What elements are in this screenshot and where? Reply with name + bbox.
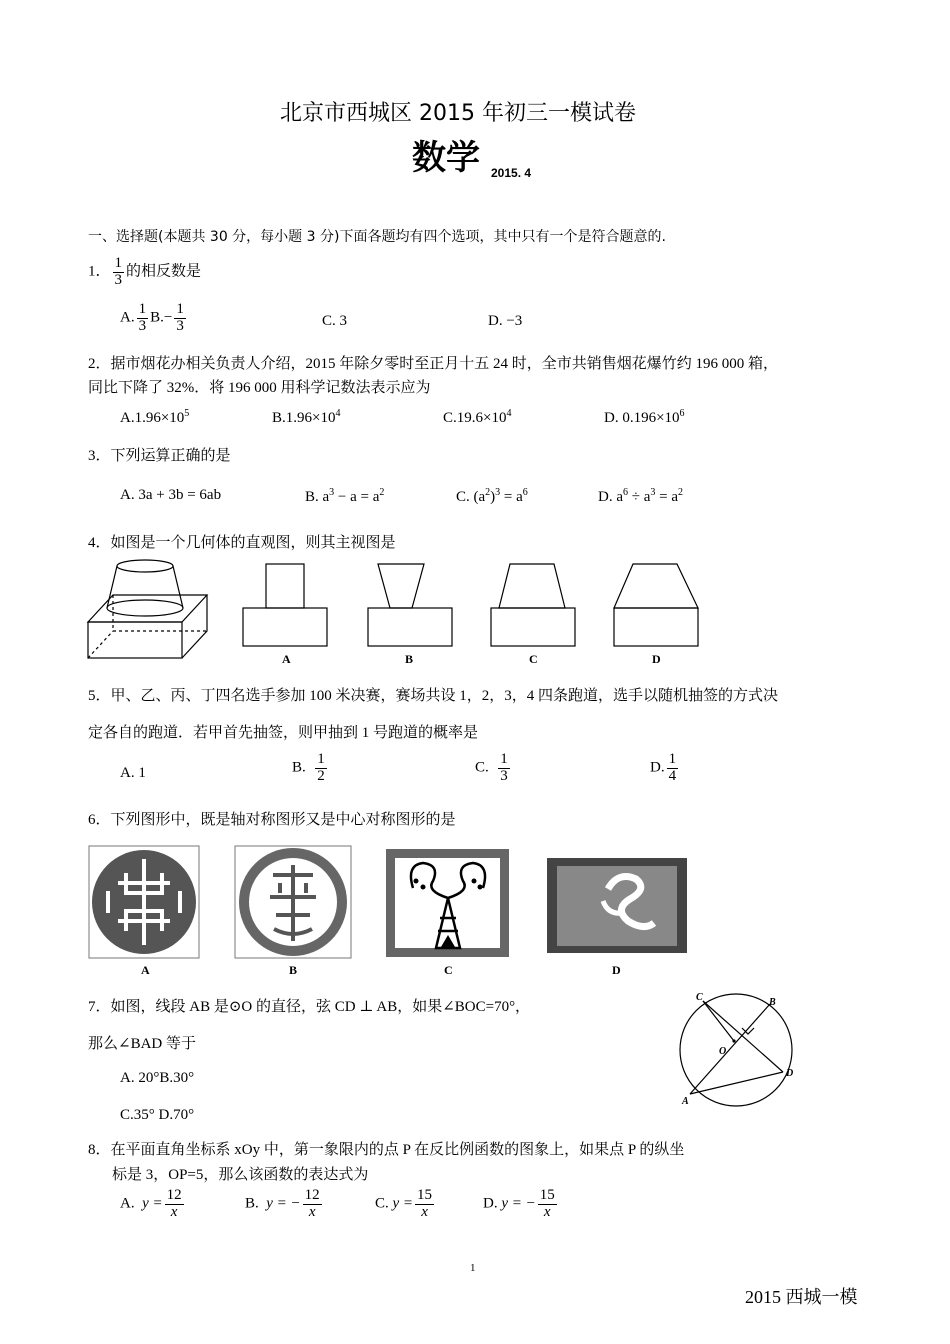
q6-figures [88,843,688,963]
q5-option-d: D. $\frac{1}{4}$ [650,751,677,784]
q2-line-1: 2．据市烟花办相关负责人介绍，2015 年除夕零时至正月十五 24 时，全市共销售烟花爆竹约 196 000 箱， [88,356,779,372]
q8-line-1: 8．在平面直角坐标系 xOy 中，第一象限内的点 P 在反比例函数的图象上，如果点 P 的纵坐 [88,1142,685,1158]
q3-stem: 3．下列运算正确的是 [88,448,231,464]
q7-point-o: O [719,1046,727,1057]
q4-figures [85,552,705,670]
q8-option-c: C. y = $\frac{15}{x}$ [375,1187,433,1220]
question-1: 1． $\frac{1}{3}$ 的相反数是 [88,255,202,288]
q2-option-b: $B.1.96\times 10^4$ [272,408,341,426]
page-number: 1 [470,1262,476,1274]
q7-options-a-b: A. 20°B.30° [120,1070,195,1086]
q7-line-2: 那么∠BAD 等于 [88,1036,196,1052]
q1-option-a-b: A. $\frac{1}{3}$ B.− $\frac{1}{3}$ [120,301,184,334]
q1-option-c: C. 3 [322,313,348,329]
q2-line-2: 同比下降了 32%．将 196 000 用科学记数法表示应为 [88,380,431,396]
q4-label-a: A [282,652,291,666]
q4-label-c: C [529,652,538,666]
q6-label-b: B [289,963,298,977]
q8-line-2: 标是 3，OP=5，那么该函数的表达式为 [112,1167,369,1183]
section-heading: 一、选择题(本题共 30 分，每小题 3 分)下面各题均有四个选项，其中只有一个是符合题意的. [88,229,666,245]
q2-option-a: $A.1.96\times 10^5$ [120,408,190,426]
q4-option-a-figure [243,564,327,646]
q7-line-1: 7．如图，线段 AB 是⊙O 的直径，弦 CD ⊥ AB，如果∠BOC=70°， [88,999,531,1015]
q6-option-d-figure [547,858,687,953]
q4-label-d: D [652,652,661,666]
q4-option-c-figure [491,564,575,646]
q6-label-a: A [141,963,150,977]
q7-point-c: C [696,992,703,1003]
q7-point-b: B [769,997,776,1008]
q5-line-2: 定各自的跑道．若甲首先抽签，则甲抽到 1 号跑道的概率是 [88,725,479,741]
q4-solid-figure [88,560,207,658]
q5-line-1: 5．甲、乙、丙、丁四名选手参加 100 米决赛，赛场共设 1，2，3，4 四条跑道，选手以随机抽签的方式决 [88,688,779,704]
q1-option-d: D. −3 [488,313,523,329]
q6-stem: 6．下列图形中，既是轴对称图形又是中心对称图形的是 [88,812,456,828]
q6-option-b-figure [235,846,351,958]
q6-option-c-figure [386,849,509,957]
footer-tag: 2015 西城一模 [745,1287,858,1307]
q3-option-c: C. $(a^2)^3 = a^6$ [456,487,528,505]
subject-title: 数学 [412,138,480,178]
q4-option-b-figure [368,564,452,646]
q7-point-a: A [682,1096,689,1107]
q7-options-c-d: C.35° D.70° [120,1107,195,1123]
q3-option-b: B. $a^3 - a = a^2$ [305,487,385,505]
q7-circle-diagram [668,990,803,1110]
q6-option-a-figure [89,846,199,958]
q1-fraction: $\frac{1}{3}$ [114,255,123,288]
q5-option-a: A. 1 [120,765,146,781]
q4-stem: 4．如图是一个几何体的直观图，则其主视图是 [88,535,396,551]
q2-option-d: D. $0.196\times 10^6$ [604,408,685,426]
q4-option-d-figure [614,564,698,646]
q5-option-b: B. $\frac{1}{2}$ [292,751,325,784]
q7-point-d: D [786,1068,794,1079]
q3-option-d: D. $a^6 \div a^3 = a^2$ [598,487,684,505]
exam-title: 北京市西城区 2015 年初三一模试卷 [280,101,636,126]
q6-label-c: C [444,963,453,977]
q4-label-b: B [405,652,414,666]
q2-option-c: $C.19.6\times 10^4$ [443,408,512,426]
q3-option-a: A. 3a + 3b = 6ab [120,487,222,503]
q6-label-d: D [612,963,621,977]
q8-option-d: D. y = − $\frac{15}{x}$ [483,1187,555,1220]
q8-option-b: B. y = − $\frac{12}{x}$ [245,1187,320,1220]
exam-date: 2015. 4 [491,166,532,180]
q8-option-a: A. y = $\frac{12}{x}$ [120,1187,182,1220]
q5-option-c: C. $\frac{1}{3}$ [475,751,508,784]
